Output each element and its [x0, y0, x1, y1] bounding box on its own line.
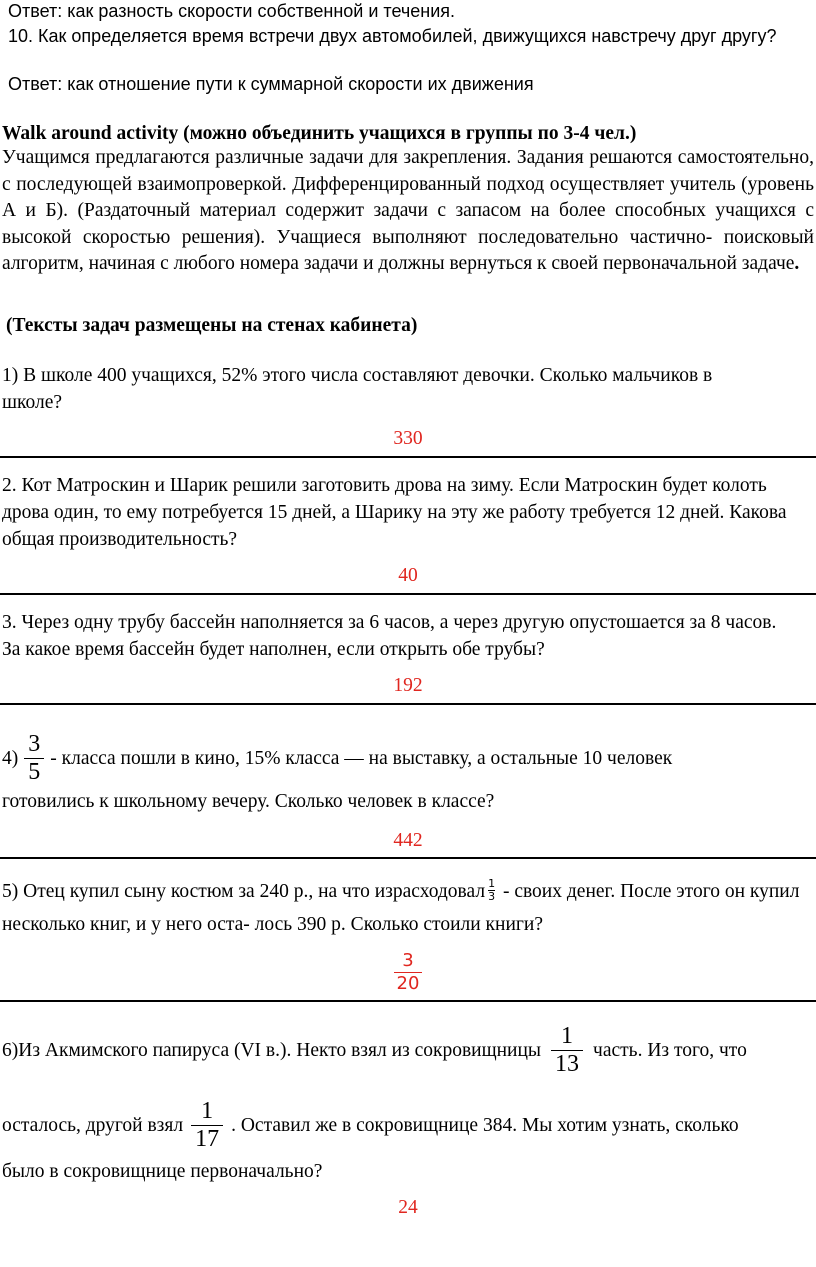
task-6-fraction-1-denominator: 13 — [555, 1050, 580, 1077]
answer-line-current: Ответ: как разность скорости собственной и течения. — [8, 1, 456, 21]
activity-heading: Walk around activity (можно объединить учащихся в группы по 3-4 чел.) — [2, 123, 637, 144]
task-4-fraction-numerator: 3 — [28, 730, 41, 757]
task-5-text-b: - своих денег. После этого он купил несколько книг, и у него оста- лось 390 р. Сколько стоили книги? — [2, 881, 800, 935]
task-5-text — [2, 875, 808, 941]
task-6-fraction-1 — [551, 1023, 583, 1078]
divider — [0, 593, 816, 595]
task-6-fraction-1-numerator: 1 — [561, 1022, 574, 1049]
task-5-answer-denominator: 20 — [396, 973, 420, 994]
divider — [0, 456, 816, 458]
task-2-answer: 40 — [398, 565, 418, 586]
task-6-text-e: было в сокровищнице первоначально? — [2, 1161, 323, 1182]
activity-note: (Тексты задач размещены на стенах кабинета) — [6, 315, 418, 336]
task-6-answer: 24 — [398, 1197, 418, 1218]
divider — [0, 857, 816, 859]
task-6-text-c: осталось, другой взял — [2, 1114, 184, 1136]
divider — [0, 1000, 816, 1002]
task-5-text-a: 5) Отец купил сыну костюм за 240 р., на что израсходовал — [2, 881, 486, 902]
question-10-number: 10. — [8, 26, 34, 46]
task-5-fraction-denominator: 3 — [488, 890, 496, 904]
task-4-answer: 442 — [393, 830, 423, 851]
task-3-answer: 192 — [393, 675, 423, 696]
answer-10: Ответ: как отношение пути к суммарной скорости их движения — [8, 74, 534, 94]
task-4-prefix: 4) — [2, 747, 19, 769]
task-6-fraction-2-denominator: 17 — [195, 1125, 220, 1152]
task-6-text-d: . Оставил же в сокровищнице 384. Мы хотим узнать, сколько — [231, 1114, 739, 1136]
task-6-line-2 — [2, 1093, 816, 1157]
task-4-fraction-denominator: 5 — [28, 758, 41, 785]
task-6-text-a: 6)Из Акмимского папируса (VI в.). Некто взял из сокровищницы — [2, 1039, 542, 1061]
task-2-text: 2. Кот Матроскин и Шарик решили заготовить дрова на зиму. Если Матроскин будет колоть дрова один, то ему потребуется 15 дней, а Шарику на эту же работу требуется 12 дней. Какова общая производительность? — [2, 475, 787, 550]
task-5-answer-numerator: 3 — [402, 950, 414, 971]
question-10 — [8, 25, 786, 48]
task-5-answer — [0, 950, 816, 995]
task-6-line-1 — [2, 1018, 816, 1082]
task-1-text: 1) В школе 400 учащихся, 52% этого числа составляют девочки. Сколько мальчиков в школе? — [2, 365, 713, 413]
activity-description-text: Учащимся предлагаются различные задачи для закрепления. Задания решаются самостоятельно, с последующей взаимопроверкой. Дифференцированный подход осуществляет учитель (уровень А и Б). (Раздаточный материал содержит задачи с запасом на более способных учащихся с высокой скоростью решения). Учащиеся выполняют последовательно частично- поисковый алгоритм, начиная с любого номера задачи и должны вернуться к своей первоначальной задаче — [2, 147, 814, 274]
task-4-text-a: - класса пошли в кино, 15% класса — на выставку, а остальные 10 человек — [50, 747, 673, 769]
task-6-text-b: часть. Из того, что — [593, 1039, 747, 1061]
task-4-text-b: готовились к школьному вечеру. Сколько человек в классе? — [2, 791, 495, 812]
task-5-answer-fraction — [394, 950, 423, 995]
task-5-fraction — [488, 878, 495, 903]
task-1-answer: 330 — [393, 428, 423, 449]
task-4-fraction — [24, 731, 44, 786]
task-6-fraction-2-numerator: 1 — [201, 1097, 214, 1124]
question-10-text: Как определяется время встречи двух автомобилей, движущихся навстречу друг другу? — [38, 26, 777, 46]
task-4-line-1 — [2, 720, 816, 796]
task-3-text: 3. Через одну трубу бассейн наполняется за 6 часов, а через другую опустошается за 8 часов. За какое время бассейн будет наполнен, если открыть обе трубы? — [2, 612, 777, 660]
activity-description — [2, 145, 816, 278]
activity-description-end: . — [794, 253, 800, 274]
task-6-fraction-2 — [191, 1098, 223, 1153]
task-5-fraction-numerator: 1 — [488, 877, 496, 891]
divider — [0, 703, 816, 705]
